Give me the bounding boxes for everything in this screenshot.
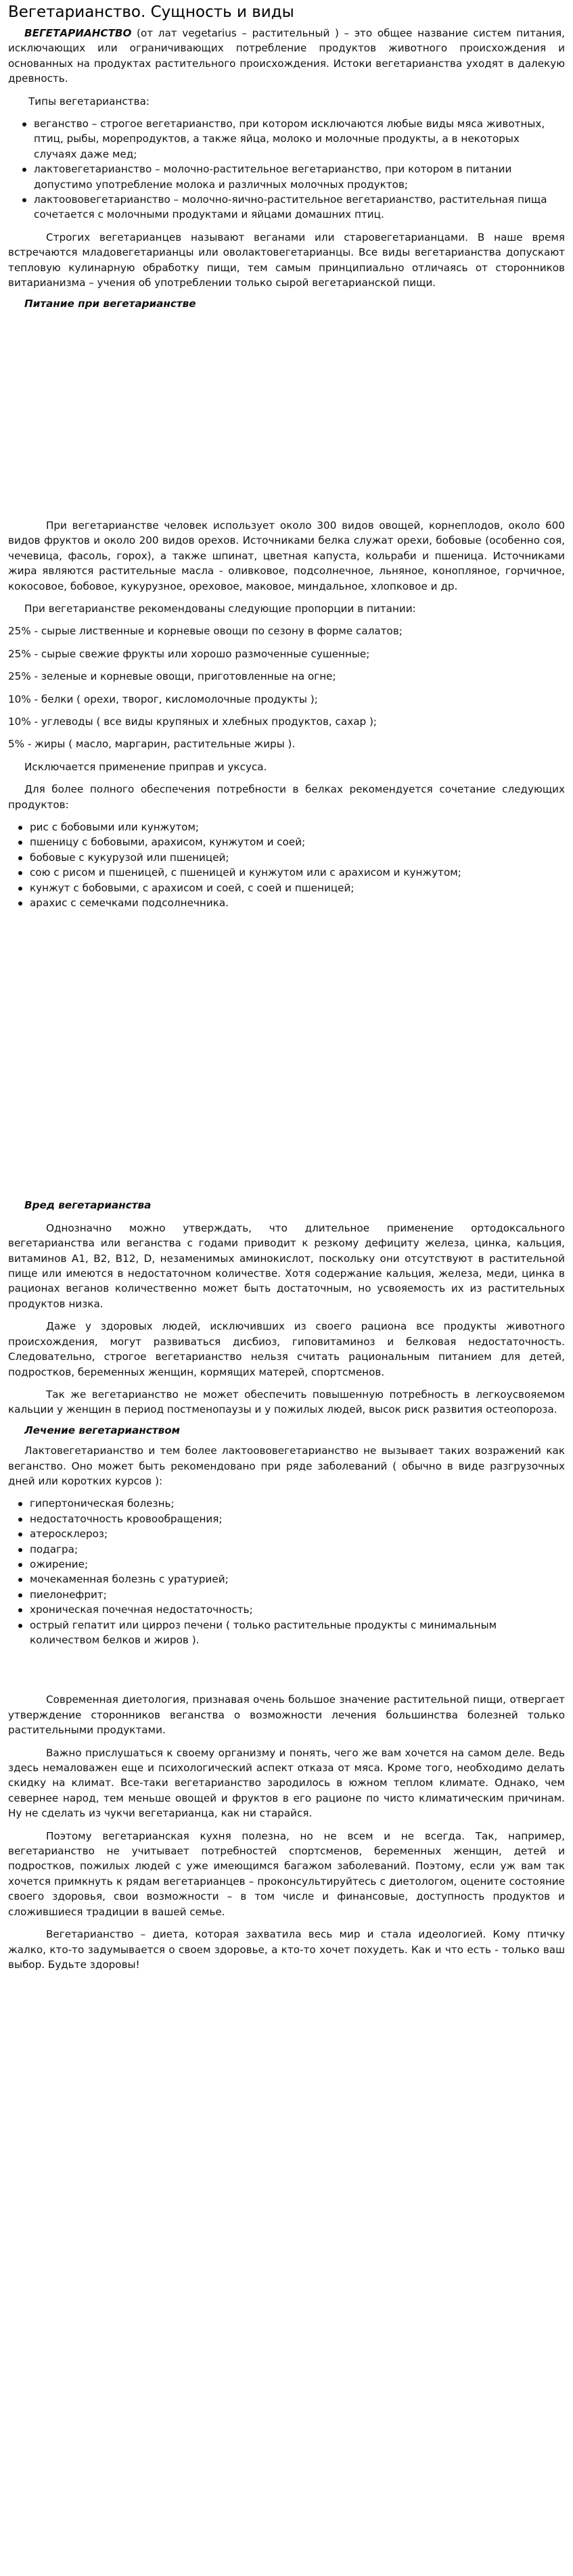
closing-paragraph-4: Вегетарианство – диета, которая захватила весь мир и стала идеологией. Кому птичку жалко, кто-то задумывается о своем здоровье, а кто-то хочет похудеть. Как и что есть - только ваш выбор. Будьте здоровы! — [8, 1928, 565, 1971]
proportion-item: 25% - сырые свежие фрукты или хорошо размоченные сушенные; — [8, 647, 370, 660]
blank-space — [8, 910, 565, 1198]
closing-paragraph-3: Поэтому вегетарианская кухня полезна, но не всем и не всегда. Так, например, вегетарианство не учитывает потребностей спортсменов, беременных женщин, детей и подростков, пожилых людей с уже имеющимся багажом заболеваний. Поэтому, если уж вам так хочется примкнуть к рядам вегетарианцев – проконсультируйтесь с диетологом, оцените состояние своего здоровья, свои возможности – в том числе и финансовые, доступность продуктов и сложившиеся традиции в вашей семье. — [8, 1829, 565, 1918]
list-item: веганство – строгое вегетарианство, при котором исключаются любые виды мяса животных, птиц, рыбы, морепродуктов, а также яйца, молоко и молочные продукты, а в некоторых случаях даже мед; — [34, 116, 565, 162]
list-item: недостаточность кровообращения; — [30, 1512, 565, 1526]
list-item: сою с рисом и пшеницей, с пшеницей и кунжутом или с арахисом и кунжутом; — [30, 865, 565, 880]
harm-paragraph-3: Так же вегетарианство не может обеспечить повышенную потребность в легкоусвояемом кальции у женщин в период постменопаузы и у пожилых людей, высок риск развития остеопороза. — [8, 1388, 565, 1416]
list-item: острый гепатит или цирроз печени ( только растительные продукты с минимальным количеством белков и жиров ). — [30, 1618, 565, 1648]
proportion-item: 5% - жиры ( масло, маргарин, растительные жиры ). — [8, 738, 296, 751]
list-item: лактоововегетарианство – молочно-яично-растительное вегетарианство, растительная пища сочетается с молочными продуктами и яйцами домашних птиц. — [34, 192, 565, 223]
treatment-heading: Лечение вегетарианством — [24, 1424, 181, 1436]
list-item: пшеницу с бобовыми, арахисом, кунжутом и соей; — [30, 835, 565, 849]
intro-paragraph — [8, 26, 565, 87]
proportions-list — [8, 624, 565, 751]
proportions-intro: При вегетарианстве рекомендованы следующие пропорции в питании: — [24, 602, 416, 615]
list-item: атеросклероз; — [30, 1526, 565, 1541]
list-item: мочекаменная болезнь с уратурией; — [30, 1572, 565, 1587]
list-item: гипертоническая болезнь; — [30, 1496, 565, 1511]
combos-list — [8, 820, 565, 910]
list-item: кунжут с бобовыми, с арахисом и соей, с соей и пшеницей; — [30, 881, 565, 895]
list-item: бобовые с кукурузой или пшеницей; — [30, 850, 565, 865]
proportion-item: 10% - углеводы ( все виды крупяных и хлебных продуктов, сахар ); — [8, 715, 377, 728]
exclusion-note: Исключается применение приправ и уксуса. — [24, 760, 267, 773]
treatment-paragraph: Лактовегетарианство и тем более лактоововегетарианство не вызывает таких возражений как веганство. Оно может быть рекомендовано при ряде заболеваний ( обычно в виде разгрузочных дней или коротких курсов ): — [8, 1445, 565, 1487]
list-item: рис с бобовыми или кунжутом; — [30, 820, 565, 835]
closing-paragraph-2: Важно прислушаться к своему организму и понять, чего же вам хочется на самом деле. Ведь здесь немаловажен еще и психологический аспект отказа от мяса. Кроме того, необходимо делать скидку на климат. Все-таки вегетарианство зародилось в южном теплом климате. Однако, чем севернее народ, тем меньше овощей и фруктов в его рационе по чисто климатическим причинам. Ну не сделать из чукчи вегетарианца, как ни старайся. — [8, 1746, 565, 1820]
intro-term: ВЕГЕТАРИАНСТВО — [24, 27, 132, 39]
list-item: пиелонефрит; — [30, 1587, 565, 1602]
protein-intro: Для более полного обеспечения потребности в белках рекомендуется сочетание следующих продуктов: — [8, 783, 565, 811]
list-item: хроническая почечная недостаточность; — [30, 1602, 565, 1617]
types-list — [8, 116, 565, 223]
list-item: арахис с семечками подсолнечника. — [30, 895, 565, 910]
closing-paragraph-1: Современная диетология, признавая очень большое значение растительной пищи, отвергает утверждение сторонников веганства о возможности лечения большинства болезней только растительными продуктами. — [8, 1693, 565, 1737]
page-title: Вегетарианство. Сущность и виды — [8, 3, 294, 21]
proportion-item: 25% - зеленые и корневые овощи, приготовленные на огне; — [8, 670, 336, 683]
blank-space — [8, 311, 565, 518]
proportion-item: 25% - сырые лиственные и корневые овощи по сезону в форме салатов; — [8, 625, 403, 638]
intro-text: (от лат vegetarius – растительный ) – это общее название систем питания, исключающих или ограничивающих потребление продуктов животного происхождения и основанных на продуктах растительного происхождения. Истоки вегетарианства уходят в далекую древность. — [8, 27, 565, 85]
nutrition-heading: Питание при вегетарианстве — [24, 297, 196, 310]
list-item: подагра; — [30, 1542, 565, 1557]
harm-paragraph-2: Даже у здоровых людей, исключивших из своего рациона все продукты животного происхождения, могут развиваться дисбиоз, гиповитаминоз и белковая недостаточность. Следовательно, строгое вегетарианство нельзя считать рациональным питанием для детей, подростков, беременных женщин, кормящих матерей, спортсменов. — [8, 1320, 565, 1378]
proportion-item: 10% - белки ( орехи, творог, кисломолочные продукты ); — [8, 693, 318, 705]
strict-vegans-paragraph: Строгих вегетарианцев называют веганами или старовегетарианцами. В наше время встречаются младовегетарианцы или оволактовегетарианцы. Все виды вегетарианства допускают тепловую кулинарную обработку пищи, тем самым принципиально отличаясь от сторонников витарианизма – учения об употреблении только сырой вегетарианской пищи. — [8, 231, 565, 289]
types-label: Типы вегетарианства: — [28, 95, 150, 108]
harm-heading: Вред вегетарианства — [24, 1199, 152, 1212]
blank-space — [8, 1647, 565, 1692]
list-item: лактовегетарианство – молочно-растительное вегетарианство, при котором в питании допустимо употребление молока и различных молочных продуктов; — [34, 162, 565, 192]
nutrition-paragraph: При вегетарианстве человек использует около 300 видов овощей, корнеплодов, около 600 видов фруктов и около 200 видов орехов. Источниками белка служат орехи, бобовые (особенно соя, чечевица, фасоль, горох), а также шпинат, цветная капуста, кольраби и пшеница. Источниками жира являются растительные масла - оливковое, подсолнечное, льняное, конопляное, горчичное, кокосовое, бобовое, кукурузное, ореховое, маковое, миндальное, хлопковое и др. — [8, 519, 565, 592]
list-item: ожирение; — [30, 1557, 565, 1572]
harm-paragraph-1: Однозначно можно утверждать, что длительное применение ортодоксального вегетарианства или веганства с годами приводит к резкому дефициту железа, цинка, кальция, витаминов А1, В2, В12, D, незаменимых аминокислот, поскольку они отсутствуют в растительной пище или имеются в недостаточном количестве. Хотя содержание кальция, железа, меди, цинка в рационах веганов количественно может быть достаточным, но усвояемость их из растительных продуктов низка. — [8, 1221, 565, 1310]
diseases-list — [8, 1496, 565, 1647]
